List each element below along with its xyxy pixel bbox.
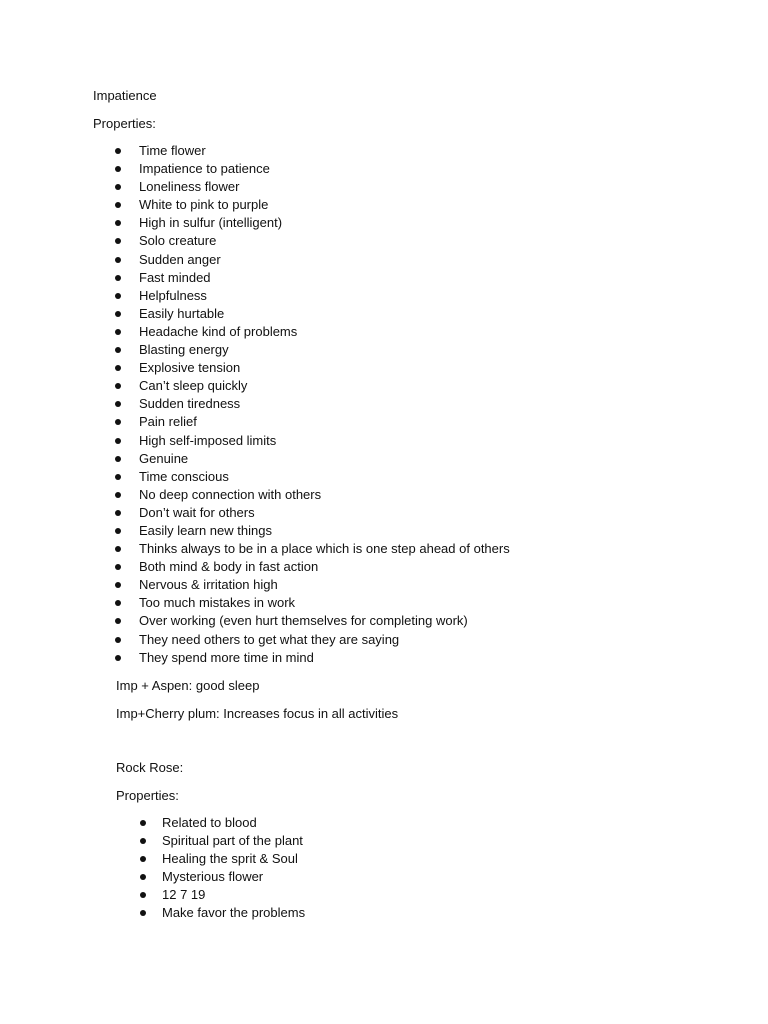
- bullet-icon: [115, 166, 121, 172]
- bullet-icon: [115, 401, 121, 407]
- list-item: [0, 232, 768, 250]
- bullet-icon: [115, 257, 121, 263]
- list-item-text: Mysterious flower: [162, 869, 264, 885]
- list-item: [0, 214, 768, 232]
- list-item: [0, 631, 768, 649]
- list-item: [0, 486, 768, 504]
- list-item-text: Both mind & body in fast action: [139, 559, 319, 575]
- list-item: [0, 504, 768, 522]
- list-item: [0, 269, 768, 287]
- section-title-impatience: Impatience: [93, 88, 157, 103]
- bullet-icon: [115, 510, 121, 516]
- list-item: [0, 287, 768, 305]
- combo-note-cherry-plum: Imp+Cherry plum: Increases focus in all activities: [116, 706, 399, 721]
- properties-label: Properties:: [93, 116, 156, 131]
- list-item-text: Explosive tension: [139, 360, 241, 376]
- list-item: [0, 142, 768, 160]
- list-item: [0, 522, 768, 540]
- list-item: [0, 868, 768, 886]
- bullet-icon: [140, 838, 146, 844]
- list-item: [0, 540, 768, 558]
- list-item-text: Make favor the problems: [162, 905, 306, 921]
- bullet-icon: [115, 329, 121, 335]
- bullet-icon: [115, 148, 121, 154]
- list-item-text: Healing the sprit & Soul: [162, 851, 298, 867]
- list-item-text: Solo creature: [139, 233, 217, 249]
- bullet-icon: [115, 655, 121, 661]
- bullet-icon: [115, 238, 121, 244]
- list-item: [0, 377, 768, 395]
- list-item-text: White to pink to purple: [139, 197, 269, 213]
- list-item-text: Don’t wait for others: [139, 504, 255, 520]
- bullet-icon: [115, 600, 121, 606]
- bullet-icon: [140, 910, 146, 916]
- list-item-text: Sudden anger: [139, 251, 221, 267]
- list-item-text: 12 7 19: [162, 887, 206, 903]
- list-item-text: Too much mistakes in work: [139, 595, 296, 611]
- list-item-text: Genuine: [139, 450, 189, 466]
- section-title-rock-rose: Rock Rose:: [116, 760, 184, 775]
- list-item-text: Related to blood: [162, 815, 257, 830]
- list-item-text: Easily hurtable: [139, 305, 225, 321]
- bullet-icon: [115, 311, 121, 317]
- list-item: [0, 305, 768, 323]
- list-item-text: They spend more time in mind: [139, 649, 314, 665]
- list-item: [0, 450, 768, 468]
- list-item-text: Pain relief: [139, 414, 197, 430]
- list-item: [0, 413, 768, 431]
- list-item: [0, 178, 768, 196]
- list-item: [0, 323, 768, 341]
- list-item: [0, 814, 768, 832]
- list-item: [0, 594, 768, 612]
- list-item: [0, 558, 768, 576]
- list-item: [0, 160, 768, 178]
- list-item-text: Spiritual part of the plant: [162, 833, 303, 849]
- list-item-text: Sudden tiredness: [139, 396, 241, 412]
- list-item-text: They need others to get what they are saying: [139, 631, 400, 647]
- list-item: [0, 395, 768, 413]
- list-item: [0, 886, 768, 904]
- list-item: [0, 612, 768, 630]
- bullet-icon: [140, 820, 146, 826]
- list-item-text: Helpfulness: [139, 287, 207, 303]
- list-item-text: Time flower: [139, 143, 206, 158]
- bullet-icon: [140, 856, 146, 862]
- list-item-text: Loneliness flower: [139, 179, 240, 195]
- list-item-text: Fast minded: [139, 269, 211, 285]
- bullet-icon: [115, 546, 121, 552]
- list-item-text: Time conscious: [139, 468, 229, 484]
- list-item: [0, 576, 768, 594]
- bullet-icon: [115, 582, 121, 588]
- list-item-text: High in sulfur (intelligent): [139, 215, 283, 231]
- bullet-icon: [115, 184, 121, 190]
- bullet-icon: [115, 492, 121, 498]
- list-item-text: Thinks always to be in a place which is one step ahead of others: [139, 541, 510, 557]
- list-item-text: Impatience to patience: [139, 161, 270, 177]
- bullet-icon: [115, 637, 121, 643]
- bullet-icon: [115, 383, 121, 389]
- list-item: [0, 341, 768, 359]
- bullet-icon: [115, 220, 121, 226]
- bullet-icon: [115, 474, 121, 480]
- properties-label: Properties:: [116, 788, 179, 803]
- list-item-text: Blasting energy: [139, 342, 229, 358]
- list-item: [0, 196, 768, 214]
- rock-rose-properties-list: [0, 814, 768, 923]
- bullet-icon: [115, 347, 121, 353]
- list-item-text: High self-imposed limits: [139, 432, 277, 448]
- bullet-icon: [140, 892, 146, 898]
- list-item: [0, 251, 768, 269]
- list-item: [0, 904, 768, 922]
- bullet-icon: [115, 528, 121, 534]
- list-item-text: Over working (even hurt themselves for completing work): [139, 613, 468, 629]
- bullet-icon: [115, 365, 121, 371]
- bullet-icon: [115, 293, 121, 299]
- impatience-properties-list: [0, 142, 768, 667]
- list-item: [0, 468, 768, 486]
- bullet-icon: [115, 564, 121, 570]
- list-item-text: No deep connection with others: [139, 486, 322, 502]
- bullet-icon: [115, 419, 121, 425]
- bullet-icon: [115, 275, 121, 281]
- list-item: [0, 432, 768, 450]
- bullet-icon: [140, 874, 146, 880]
- list-item-text: Easily learn new things: [139, 522, 272, 538]
- list-item: [0, 850, 768, 868]
- list-item: [0, 832, 768, 850]
- bullet-icon: [115, 618, 121, 624]
- bullet-icon: [115, 202, 121, 208]
- combo-note-aspen: Imp + Aspen: good sleep: [116, 678, 260, 693]
- list-item-text: Headache kind of problems: [139, 323, 298, 339]
- list-item-text: Can’t sleep quickly: [139, 378, 248, 394]
- bullet-icon: [115, 456, 121, 462]
- list-item: [0, 649, 768, 667]
- list-item: [0, 359, 768, 377]
- list-item-text: Nervous & irritation high: [139, 577, 278, 593]
- bullet-icon: [115, 438, 121, 444]
